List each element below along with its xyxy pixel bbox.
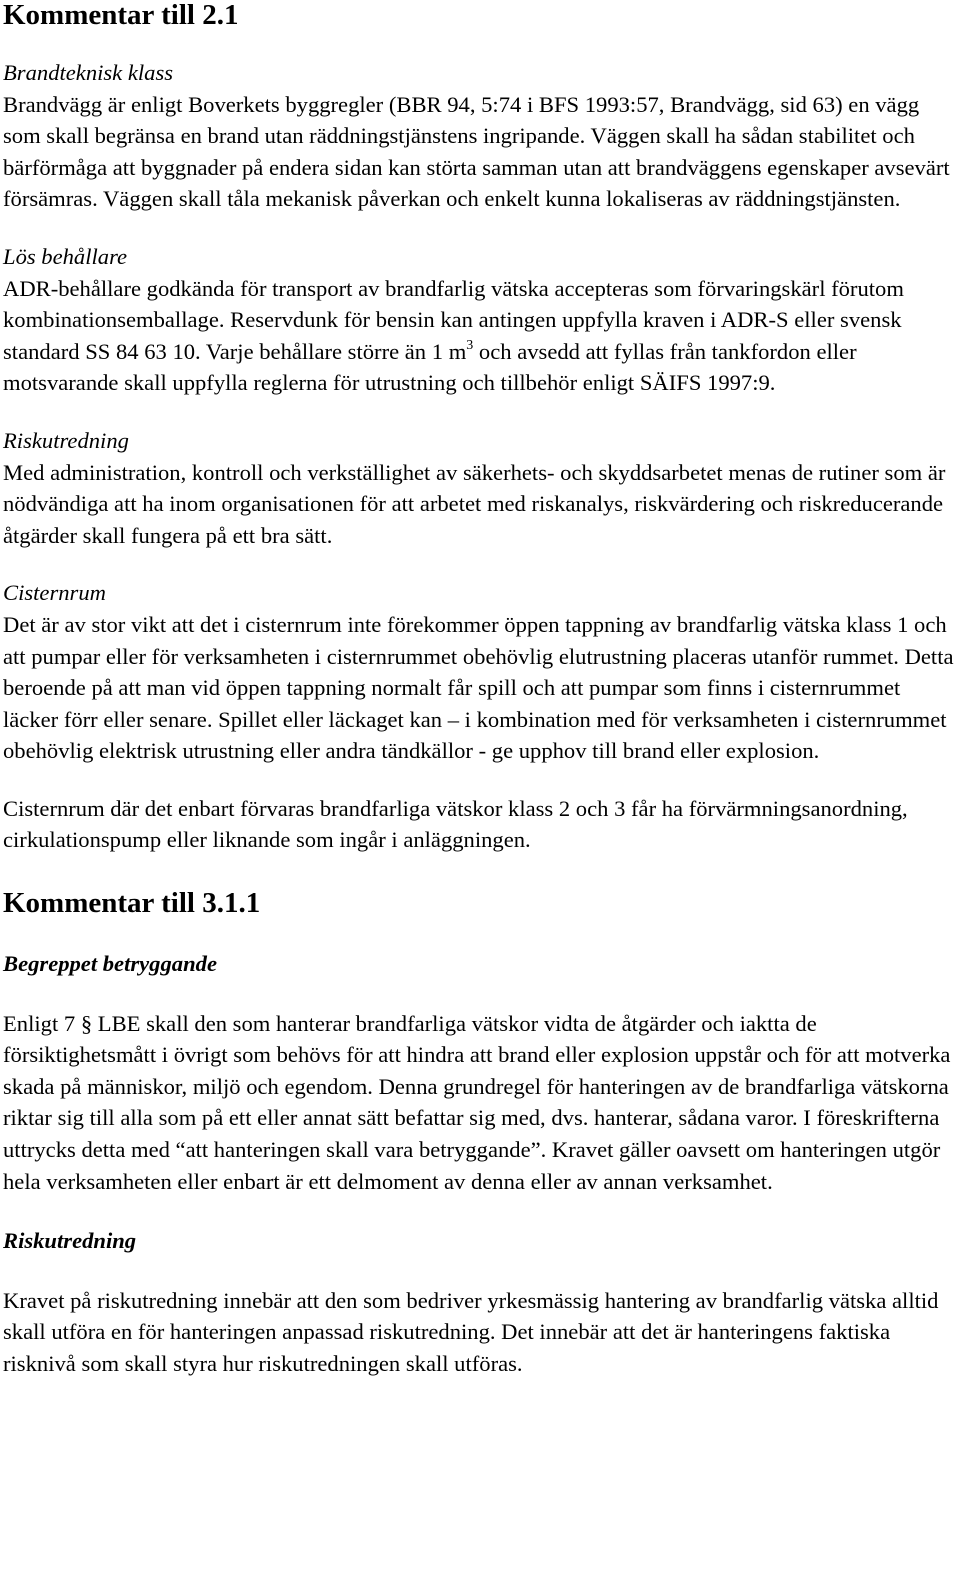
paragraph-cisternrum-2: Cisternrum där det enbart förvaras brandfarliga vätskor klass 2 och 3 får ha förvärmningsanordning, cirkulationspump eller liknande som ingår i anläggningen. xyxy=(3,795,908,853)
section-heading-2-1: Kommentar till 2.1 xyxy=(3,0,239,31)
subheading-begreppet-betryggande: Begreppet betryggande xyxy=(3,951,217,977)
document-page xyxy=(3,0,958,1380)
subheading-brandteknisk-klass: Brandteknisk klass xyxy=(3,60,174,85)
subheading-cisternrum: Cisternrum xyxy=(3,580,106,606)
paragraph-los-behallare xyxy=(3,273,958,399)
subheading-los-behallare: Lös behållare xyxy=(3,243,128,269)
subheading-riskutredning-2: Riskutredning xyxy=(3,1228,137,1254)
section-heading-3-1-1: Kommentar till 3.1.1 xyxy=(3,887,261,920)
los-behallare-text-part1: ADR-behållare godkända för transport av brandfarlig vätska accepteras som förvaringskärl förutom kombinationsemballage. Reservdunk för bensin kan antingen uppfylla kraven i ADR-S eller svensk standard SS 84 63 10. Varje behållare större än 1 m xyxy=(3,275,904,364)
subheading-riskutredning-1: Riskutredning xyxy=(3,427,129,453)
paragraph-riskutredning-2: Kravet på riskutredning innebär att den som bedriver yrkesmässig hantering av brandfarlig vätska alltid skall utföra en för hanteringen anpassad riskutredning. Det innebär att det är hanteringens faktiska risknivå som skall styra hur riskutredningen skall utföras. xyxy=(3,1287,939,1376)
paragraph-begreppet-betryggande: Enligt 7 § LBE skall den som hanterar brandfarliga vätskor vidta de åtgärder och iaktta de försiktighetsmått i övrigt som behövs för att hindra att brand eller explosion uppstår och för att motverka skada på människor, miljö och egendom. Denna grundregel för hanteringen av de brandfarliga vätskorna riktar sig till alla som på ett eller annat sätt befattar sig med, dvs. hanterar, sådana varor. I föreskrifterna uttrycks detta med “att hanteringen skall vara betryggande”. Kravet gäller oavsett om hanteringen utgör hela verksamheten eller enbart är ett delmoment av denna eller av annan verksamhet. xyxy=(3,1010,951,1194)
los-behallare-text-part2: och avsedd att fyllas från tankfordon eller motsvarande skall uppfylla reglerna för utrustning och tillbehör enligt SÄIFS 1997:9. xyxy=(3,338,857,396)
superscript-3: 3 xyxy=(466,338,474,354)
paragraph-riskutredning-1: Med administration, kontroll och verkställighet av säkerhets- och skyddsarbetet menas de rutiner som är nödvändiga att ha inom organisationen för att arbetet med riskanalys, riskvärdering och riskreducerande åtgärder skall fungera på ett bra sätt. xyxy=(3,459,946,548)
paragraph-brandteknisk-klass: Brandvägg är enligt Boverkets byggregler (BBR 94, 5:74 i BFS 1993:57, Brandvägg, sid 63) en vägg som skall begränsa en brand utan räddningstjänstens ingripande. Väggen skall ha sådan stabilitet och bärförmåga att byggnader på endera sidan kan störta samman utan att brandväggens egenskaper avsevärt försämras. Väggen skall tåla mekanisk påverkan och enkelt kunna lokaliseras av räddningstjänsten. xyxy=(3,91,950,212)
paragraph-cisternrum-1: Det är av stor vikt att det i cisternrum inte förekommer öppen tappning av brandfarlig vätska klass 1 och att pumpar eller för verksamheten i cisternrummet obehövlig elutrustning placeras utanför rummet. Detta beroende på att man vid öppen tappning normalt får spill och att pumpar som finns i cisternrummet läcker förr eller senare. Spillet eller läckaget kan – i kombination med för verksamheten i cisternrummet obehövlig elektrisk utrustning eller andra tändkällor - ge upphov till brand eller explosion. xyxy=(3,611,954,764)
